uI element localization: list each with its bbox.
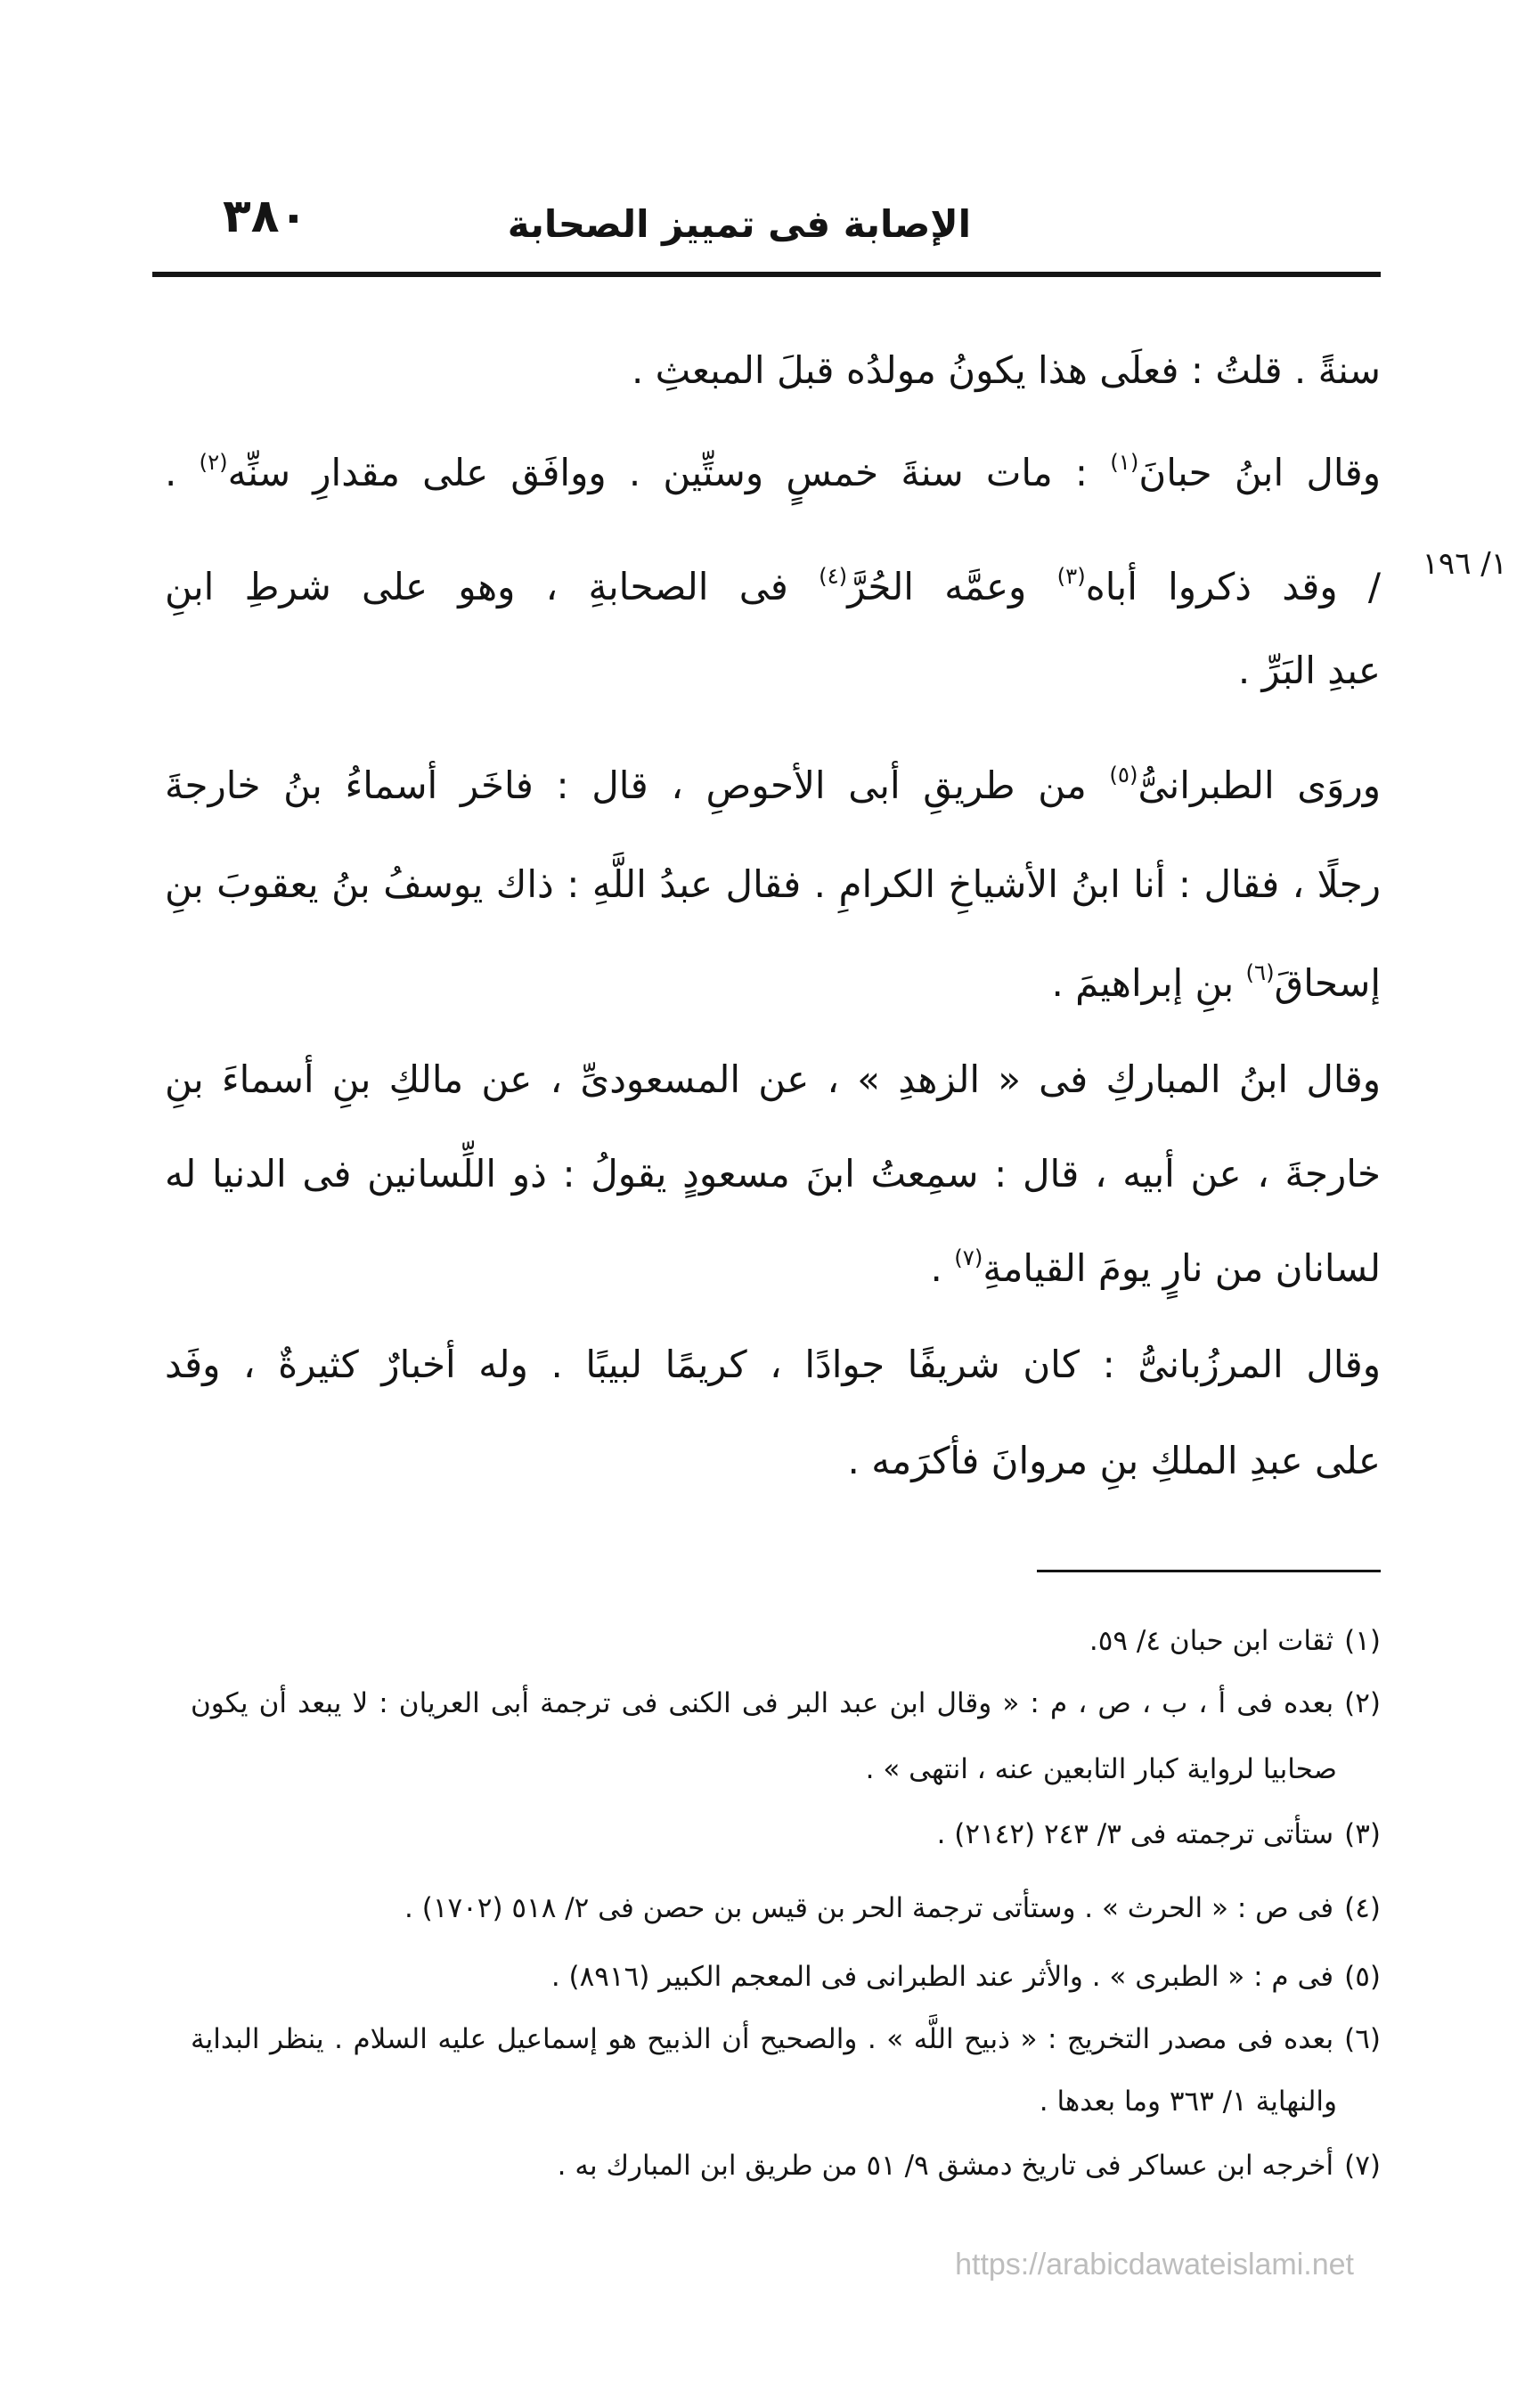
- footnote-text: ثقات ابن حبان ٤/ ٥٩.: [1089, 1625, 1334, 1657]
- line-text: / وقد ذكروا أباه: [1085, 565, 1382, 608]
- footnote: [191, 1882, 1381, 1935]
- page-number: ٣٨٠: [223, 190, 308, 243]
- footnote-ref: (٥): [1109, 761, 1138, 788]
- body-line: [165, 1320, 1381, 1409]
- watermark-url: https://arabicdawateislami.net: [955, 2248, 1354, 2281]
- body-line: [165, 1416, 1381, 1506]
- footnote-number: (٢): [1344, 1687, 1381, 1719]
- footnote-text: فى ص : « الحرث » . وستأتى ترجمة الحر بن قيس بن حصن فى ٢/ ٥١٨ (١٧٠٢) .: [404, 1892, 1334, 1924]
- footnote-ref: (٢): [199, 448, 228, 475]
- line-text: سنةً . قلتُ : فعلَى هذا يكونُ مولدُه قبلَ المبعثِ .: [631, 348, 1381, 392]
- body-line: [165, 429, 1381, 523]
- footnote-continuation: [191, 1743, 1337, 1796]
- footnote-text: بعده فى أ ، ب ، ص ، م : « وقال ابن عبد البر فى الكنى فى ترجمة أبى العريان : لا يبعد أن يكون: [191, 1687, 1334, 1719]
- footnote-ref: (٧): [954, 1244, 983, 1270]
- footnote-ref: (٤): [819, 562, 848, 589]
- line-text: لسانان من نارٍ يومَ القيامةِ: [983, 1246, 1381, 1290]
- footnote-continuation: [191, 2075, 1337, 2128]
- body-line: [165, 626, 1381, 715]
- footnote-separator: [1037, 1570, 1381, 1572]
- line-text: وقال المرزُبانىُّ : كان شريفًا جوادًا ، كريمًا لبيبًا . وله أخبارٌ كثيرةٌ ، وفَد: [165, 1343, 1381, 1386]
- body-line: [165, 1224, 1381, 1318]
- margin-page-reference: ١/ ١٩٦: [1422, 546, 1507, 582]
- line-text: عبدِ البَرِّ .: [1237, 649, 1381, 692]
- footnote-number: (٥): [1344, 1961, 1381, 1993]
- line-text: .: [165, 451, 200, 494]
- body-line: [165, 326, 1381, 415]
- line-text: .: [930, 1246, 955, 1290]
- line-text: خارجةَ ، عن أبيه ، قال : سمِعتُ ابنَ مسعودٍ يقولُ : ذو اللِّسانين فى الدنيا له: [165, 1152, 1381, 1196]
- footnote: [191, 2012, 1381, 2066]
- footnote-ref: (٦): [1245, 959, 1275, 985]
- footnote-text: فى م : « الطبرى » . والأثر عند الطبرانى فى المعجم الكبير (٨٩١٦) .: [550, 1961, 1334, 1993]
- footnote: [191, 1677, 1381, 1730]
- body-line: [165, 543, 1381, 637]
- line-text: وروَى الطبرانىُّ: [1138, 763, 1382, 807]
- running-title: الإصابة فى تمييز الصحابة: [507, 202, 971, 246]
- footnote-number: (١): [1344, 1625, 1381, 1657]
- line-text: وقال ابنُ المباركِ فى « الزهدِ » ، عن المسعودىِّ ، عن مالكِ بنِ أسماءَ بنِ: [165, 1057, 1381, 1101]
- footnote-number: (٧): [1344, 2150, 1381, 2182]
- footnote-ref: (١): [1110, 448, 1139, 475]
- line-text: وقال ابنُ حبانَ: [1138, 451, 1382, 494]
- body-line: [165, 939, 1381, 1033]
- footnote-ref: (٣): [1056, 562, 1086, 589]
- footnote-number: (٦): [1344, 2023, 1381, 2055]
- line-text: بنِ إبراهيمَ .: [1051, 961, 1246, 1005]
- line-text: رجلًا ، فقال : أنا ابنُ الأشياخِ الكرامِ . فقال عبدُ اللَّهِ : ذاك يوسفُ بنُ يعقوبَ بنِ: [165, 862, 1381, 906]
- footnote: [191, 1614, 1381, 1668]
- body-line: [165, 840, 1381, 929]
- footnote-text: أخرجه ابن عساكر فى تاريخ دمشق ٩/ ٥١ من طريق ابن المبارك به .: [557, 2150, 1334, 2182]
- footnote-text: صحابيا لرواية كبار التابعين عنه ، انتهى » .: [865, 1753, 1337, 1785]
- footnote-number: (٣): [1344, 1818, 1381, 1850]
- line-text: فى الصحابةِ ، وهو على شرطِ ابنِ: [165, 565, 820, 608]
- body-line: [165, 1130, 1381, 1219]
- line-text: من طريقِ أبى الأحوصِ ، قال : فاخَر أسماءُ بنُ خارجةَ: [165, 763, 1110, 807]
- line-text: : مات سنةَ خمسٍ وستِّين . ووافَق على مقدارِ سنِّه: [227, 451, 1111, 494]
- footnote: [191, 2139, 1381, 2192]
- line-text: إسحاقَ: [1274, 961, 1381, 1005]
- header-rule: [152, 272, 1381, 277]
- line-text: وعمَّه الحُرَّ: [847, 565, 1057, 608]
- body-line: [165, 1035, 1381, 1124]
- body-line: [165, 741, 1381, 836]
- footnote: [191, 1808, 1381, 1861]
- line-text: على عبدِ الملكِ بنِ مروانَ فأكرَمه .: [847, 1439, 1381, 1482]
- footnote: [191, 1950, 1381, 2004]
- footnote-text: والنهاية ١/ ٣٦٣ وما بعدها .: [1039, 2086, 1337, 2118]
- footnote-text: بعده فى مصدر التخريج : « ذبيح اللَّه » . والصحيح أن الذبيح هو إسماعيل عليه السلام . ينظر البداية: [191, 2023, 1334, 2055]
- footnote-number: (٤): [1344, 1892, 1381, 1924]
- footnote-text: ستأتى ترجمته فى ٣/ ٢٤٣ (٢١٤٢) .: [936, 1818, 1334, 1850]
